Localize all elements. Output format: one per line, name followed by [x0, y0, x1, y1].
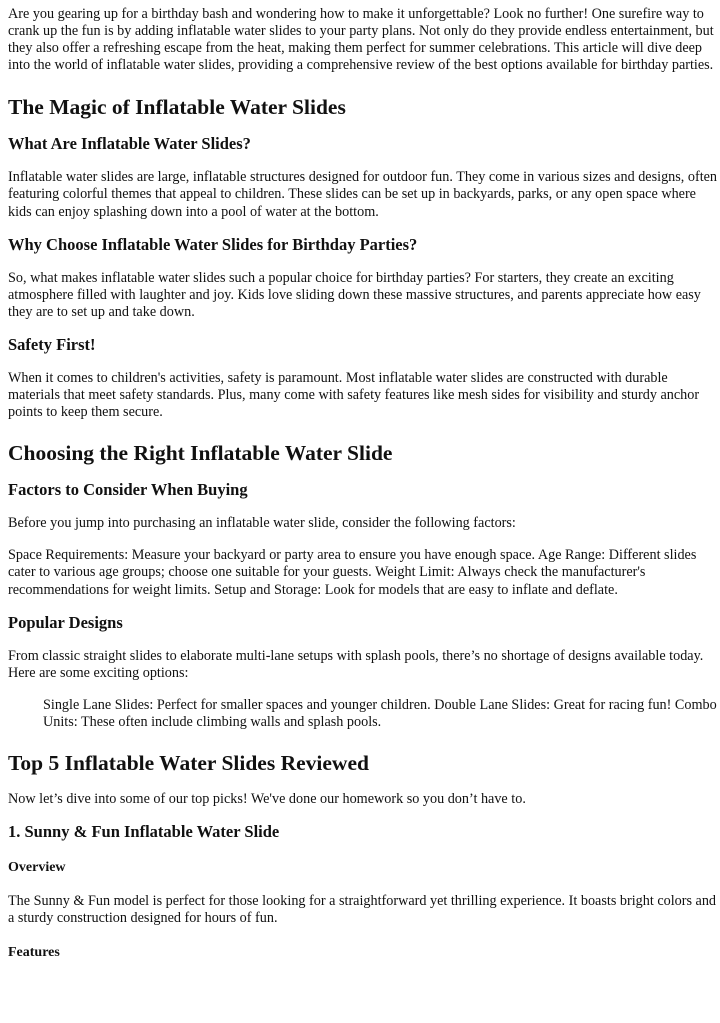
paragraph-factors-list: Space Requirements: Measure your backyard or party area to ensure you have enough space. Age Range: Different slides cater to various age groups; choose one suitable for your guests. Weight Limit: Always check the manufacturer's recommendations for weight limits. Setup and Storage: Look for models that are easy to inflate and deflate. — [8, 547, 697, 598]
subheading-why-choose: Why Choose Inflatable Water Slides for Birthday Parties? — [8, 234, 418, 254]
paragraph-safety: When it comes to children's activities, safety is paramount. Most inflatable water slides are constructed with durable materials that meet safety standards. Plus, many come with safety features like mesh sides for visibility and sturdy anchor points to keep them secure. — [8, 369, 700, 421]
paragraph-what-are: Inflatable water slides are large, inflatable structures designed for outdoor fun. They come in various sizes and designs, often featuring colorful themes that appeal to children. These slides can be set up in backyards, parks, or any open space where kids can enjoy splashing down into a pool of water at the bottom. — [8, 169, 718, 220]
section-heading-choosing: Choosing the Right Inflatable Water Slide — [8, 441, 393, 466]
paragraph-top5-intro: Now let’s dive into some of our top picks! We've done our homework so you don’t have to. — [8, 790, 526, 807]
intro-paragraph: Are you gearing up for a birthday bash and wondering how to make it unforgettable? Look no further! One surefire way to crank up the fun is by adding inflatable water slides to your party plans. Not only do they provide endless entertainment, but they also offer a refreshing escape from the heat, making them perfect for summer celebrations. This article will dive deep into the world of inflatable water slides, providing a comprehensive review of the best options available for birthday parties. — [8, 6, 714, 74]
subheading-features: Features — [8, 945, 60, 961]
subheading-what-are: What Are Inflatable Water Slides? — [8, 134, 251, 154]
paragraph-why-choose: So, what makes inflatable water slides such a popular choice for birthday parties? For starters, they create an exciting atmosphere filled with laughter and joy. Kids love sliding down these massive structures, and parents appreciate how easy they are to set up and take down. — [8, 269, 701, 320]
blockquote-designs: Single Lane Slides: Perfect for smaller spaces and younger children. Double Lane Slides: Great for racing fun! Combo Units: These often include climbing walls and splash pools. — [43, 696, 717, 730]
section-heading-magic: The Magic of Inflatable Water Slides — [8, 95, 346, 120]
article — [0, 6, 720, 961]
paragraph-overview: The Sunny & Fun model is perfect for those looking for a straightforward yet thrilling experience. It boasts bright colors and a sturdy construction designed for hours of fun. — [8, 893, 717, 927]
section-heading-top5: Top 5 Inflatable Water Slides Reviewed — [8, 750, 369, 775]
subheading-safety: Safety First! — [8, 334, 96, 354]
subheading-factors: Factors to Consider When Buying — [8, 480, 248, 500]
subheading-designs: Popular Designs — [8, 612, 123, 632]
subheading-item1: 1. Sunny & Fun Inflatable Water Slide — [8, 822, 280, 842]
paragraph-factors-intro: Before you jump into purchasing an inflatable water slide, consider the following factors: — [8, 515, 516, 532]
paragraph-designs: From classic straight slides to elaborate multi-lane setups with splash pools, there’s no shortage of designs available today. Here are some exciting options: — [8, 647, 704, 681]
subheading-overview: Overview — [8, 860, 66, 876]
